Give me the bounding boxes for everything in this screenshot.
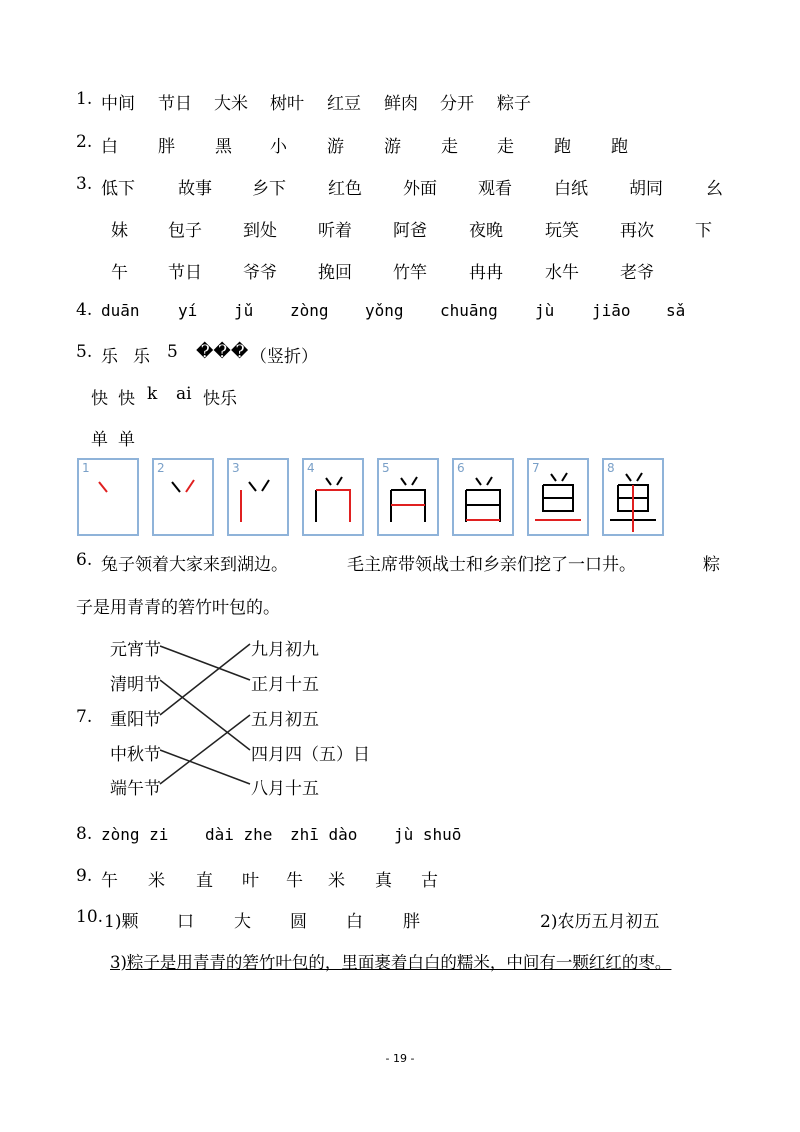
stroke-cell	[152, 458, 214, 536]
q7-number: 7.	[76, 707, 93, 727]
q9-number: 9.	[76, 866, 93, 886]
q10-word: 胖	[403, 912, 420, 932]
q4-pinyin: jǔ	[234, 301, 254, 320]
stroke-number: 8	[607, 461, 615, 475]
q3-word: 爷爷	[243, 263, 277, 283]
q3-word: 阿爸	[393, 221, 427, 241]
q6-sentence: 兔子领着大家来到湖边。	[101, 555, 288, 575]
q5-char: 单	[118, 430, 135, 450]
q3-word: 冉冉	[469, 263, 503, 283]
q1-word: 红豆	[327, 94, 361, 114]
q5-word: 快乐	[203, 389, 237, 409]
q10-number: 10.	[76, 907, 104, 927]
q3-word: 竹竿	[393, 263, 427, 283]
q5-char: 单	[91, 430, 108, 450]
q2-word: 白	[101, 137, 118, 157]
q10-part2: 2)农历五月初五	[540, 912, 660, 932]
q2-word: 黑	[215, 137, 232, 157]
q4-pinyin: zòng	[290, 301, 329, 320]
q5-garbled-text: ���	[196, 342, 249, 362]
stroke-number: 1	[82, 461, 90, 475]
q5-number: 5.	[76, 342, 93, 362]
q4-pinyin: duān	[101, 301, 140, 320]
stroke-number: 4	[307, 461, 315, 475]
q9-char: 真	[375, 871, 392, 891]
date-label: 八月十五	[251, 779, 319, 799]
q3-word: 听着	[318, 221, 352, 241]
date-label: 四月四（五）日	[251, 745, 370, 765]
q8-number: 8.	[76, 824, 93, 844]
q8-pinyin: jù shuō	[394, 825, 462, 844]
q3-word: 节日	[168, 263, 202, 283]
match-line	[160, 750, 250, 784]
q1-word: 鲜肉	[384, 94, 418, 114]
stroke-number: 5	[382, 461, 390, 475]
q1-number: 1.	[76, 89, 93, 109]
q3-word: 挽回	[318, 263, 352, 283]
q3-word: 低下	[101, 179, 135, 199]
q1-word: 粽子	[497, 94, 531, 114]
stroke-number: 2	[157, 461, 165, 475]
q2-word: 游	[384, 137, 401, 157]
q6-sentence-start: 粽	[703, 555, 720, 575]
q3-word: 包子	[168, 221, 202, 241]
q4-pinyin: chuāng	[440, 301, 498, 320]
q5-char: 快	[118, 389, 135, 409]
q3-word: 水牛	[545, 263, 579, 283]
q9-char: 午	[101, 871, 118, 891]
q3-word: 白纸	[554, 179, 588, 199]
q3-word: 外面	[403, 179, 437, 199]
q10-word: 大	[234, 912, 251, 932]
q8-pinyin: zhī dào	[290, 825, 358, 844]
q2-word: 走	[441, 137, 458, 157]
q1-word: 大米	[214, 94, 248, 114]
q1-word: 分开	[440, 94, 474, 114]
page-number: - 19 -	[385, 1052, 415, 1065]
stroke-cell	[452, 458, 514, 536]
q6-sentence: 子是用青青的箬竹叶包的。	[76, 598, 280, 618]
q9-char: 古	[421, 871, 438, 891]
q9-char: 米	[148, 871, 165, 891]
q10-part1-label: 1)颗	[104, 912, 139, 932]
q3-word: 夜晚	[469, 221, 503, 241]
stroke-cell	[302, 458, 364, 536]
q3-word: 老爷	[620, 263, 654, 283]
q1-word: 节日	[158, 94, 192, 114]
q3-word: 午	[111, 263, 128, 283]
q4-pinyin: jù	[535, 301, 555, 320]
q4-number: 4.	[76, 300, 93, 320]
q10-word: 口	[177, 912, 194, 932]
q2-word: 跑	[554, 137, 571, 157]
q5-stroke-name: （竖折）	[250, 347, 318, 367]
q3-word: 红色	[328, 179, 362, 199]
festival-label: 元宵节	[110, 640, 161, 660]
q9-char: 牛	[286, 871, 303, 891]
stroke-cell	[77, 458, 139, 536]
q3-word: 妹	[111, 221, 128, 241]
q2-word: 游	[327, 137, 344, 157]
q3-word: 乡下	[252, 179, 286, 199]
q3-word: 故事	[178, 179, 212, 199]
q4-pinyin: yí	[178, 301, 198, 320]
q3-word: 再次	[620, 221, 654, 241]
matching-lines	[100, 620, 300, 810]
festival-label: 重阳节	[110, 710, 161, 730]
q8-pinyin: zòng zi	[101, 825, 169, 844]
q10-part3: 3)粽子是用青青的箬竹叶包的，里面裹着白白的糯米，中间有一颗红红的枣。	[110, 953, 672, 972]
stroke-cell	[527, 458, 589, 536]
match-line	[160, 646, 250, 680]
match-line	[160, 715, 250, 784]
q4-pinyin: sǎ	[666, 301, 686, 320]
stroke-number: 3	[232, 461, 240, 475]
q6-sentence: 毛主席带领战士和乡亲们挖了一口井。	[347, 555, 636, 575]
q3-word: 下	[695, 221, 712, 241]
q2-number: 2.	[76, 132, 93, 152]
q3-word: 幺	[706, 179, 723, 199]
date-label: 正月十五	[251, 675, 319, 695]
match-line	[160, 680, 250, 750]
q1-word: 中间	[101, 94, 135, 114]
match-line	[160, 644, 250, 715]
q3-word: 到处	[243, 221, 277, 241]
festival-label: 清明节	[110, 675, 161, 695]
stroke-cell	[602, 458, 664, 536]
stroke-number: 7	[532, 461, 540, 475]
q5-char: 乐	[101, 347, 118, 367]
festival-label: 中秋节	[110, 745, 161, 765]
q5-final: ai	[176, 384, 192, 404]
festival-label: 端午节	[110, 779, 161, 799]
q5-initial: k	[147, 384, 158, 404]
q9-char: 叶	[242, 871, 259, 891]
q2-word: 小	[270, 137, 287, 157]
q9-char: 米	[328, 871, 345, 891]
q8-pinyin: dài zhe	[205, 825, 273, 844]
q3-word: 玩笑	[545, 221, 579, 241]
date-label: 五月初五	[251, 710, 319, 730]
q2-word: 跑	[611, 137, 628, 157]
q5-stroke-count: 5	[167, 342, 178, 362]
q10-word: 白	[346, 912, 363, 932]
q4-pinyin: jiāo	[592, 301, 631, 320]
q1-word: 树叶	[270, 94, 304, 114]
stroke-cell	[227, 458, 289, 536]
stroke-cell	[377, 458, 439, 536]
q2-word: 胖	[158, 137, 175, 157]
q5-char: 乐	[133, 347, 150, 367]
q5-char: 快	[91, 389, 108, 409]
q9-char: 直	[196, 871, 213, 891]
q3-number: 3.	[76, 174, 93, 194]
q6-number: 6.	[76, 550, 93, 570]
q3-word: 胡同	[629, 179, 663, 199]
q4-pinyin: yǒng	[365, 301, 404, 320]
stroke-number: 6	[457, 461, 465, 475]
q2-word: 走	[497, 137, 514, 157]
q3-word: 观看	[478, 179, 512, 199]
q10-word: 圆	[290, 912, 307, 932]
date-label: 九月初九	[251, 640, 319, 660]
stroke-order-grid	[77, 458, 677, 538]
